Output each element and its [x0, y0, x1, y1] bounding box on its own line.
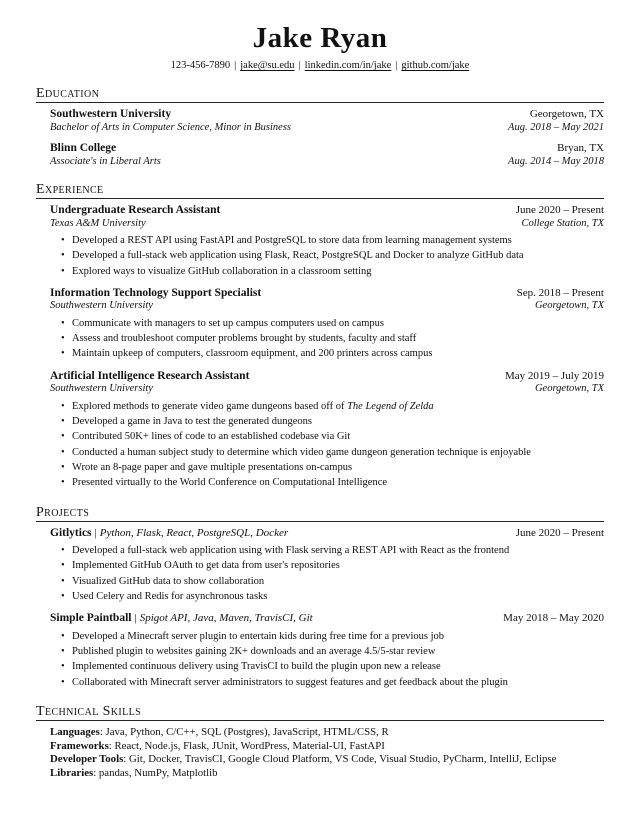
linkedin-link[interactable]: linkedin.com/in/jake	[304, 60, 392, 71]
job-dates: Sep. 2018 – Present	[516, 286, 604, 299]
section-title-technical-skills: Technical Skills	[36, 704, 604, 721]
school-location: Bryan, TX	[557, 142, 604, 154]
bullet-item: • Contributed 50K+ lines of code to an established codebase via Git	[72, 429, 604, 444]
job-location: College Station, TX	[521, 217, 604, 229]
skills-label: Frameworks	[50, 739, 109, 752]
job-location: Georgetown, TX	[534, 383, 604, 395]
job-location: Georgetown, TX	[534, 300, 604, 312]
job-title: Undergraduate Research Assistant	[50, 204, 221, 216]
bullet-item: • Developed a full-stack web application using with Flask serving a REST API with React as the frontend	[72, 543, 604, 558]
education-entry	[50, 142, 604, 168]
education-dates: Aug. 2014 – May 2018	[508, 155, 604, 167]
bullet-item: • Visualized GitHub data to show collaboration	[72, 574, 604, 589]
bullet-list	[50, 399, 604, 491]
bullet-item: • Developed a full-stack web application using Flask, React, PostgreSQL and Docker to analyze GitHub data	[72, 248, 604, 263]
education-entry	[50, 108, 604, 134]
skills-label: Languages	[50, 725, 100, 738]
bullet-item: • Implemented continuous delivery using TravisCI to build the plugin upon new a release	[72, 659, 604, 674]
bullet-item: • Published plugin to websites gaining 2K+ downloads and an average 4.5/5-star review	[72, 644, 604, 659]
bullet-item: • Collaborated with Minecraft server administrators to suggest features and get feedback about the plugin	[72, 675, 604, 690]
bullet-item: • Explored methods to generate video game dungeons based off of The Legend of Zelda	[72, 399, 604, 414]
section-title-education: Education	[36, 86, 604, 103]
resume-header	[36, 23, 604, 72]
project-tech-list: Spigot API, Java, Maven, TravisCI, Git	[139, 612, 313, 625]
bullet-item: • Communicate with managers to set up campus computers used on campus	[72, 316, 604, 331]
project-dates: May 2018 – May 2020	[503, 612, 604, 625]
experience-entry	[50, 287, 604, 362]
job-dates: June 2020 – Present	[515, 204, 604, 216]
skills-line	[50, 767, 604, 781]
contact-separator: |	[234, 60, 237, 71]
experience-entry	[50, 204, 604, 279]
bullet-item: • Conducted a human subject study to determine which video game dungeon generation technique is enjoyable	[72, 445, 604, 460]
section-title-projects: Projects	[36, 505, 604, 522]
bullet-item: • Used Celery and Redis for asynchronous tasks	[72, 589, 604, 604]
job-title: Information Technology Support Specialist	[50, 286, 262, 299]
school-name: Southwestern University	[50, 108, 172, 120]
bullet-item: • Implemented GitHub OAuth to get data from user's repositories	[72, 558, 604, 573]
section-technical-skills	[36, 704, 604, 780]
bullet-item: • Developed a game in Java to test the generated dungeons	[72, 414, 604, 429]
project-name: Simple Paintball	[50, 612, 132, 625]
section-title-experience: Experience	[36, 182, 604, 199]
skills-label: Libraries	[50, 766, 94, 779]
bullet-item: • Explored ways to visualize GitHub collaboration in a classroom setting	[72, 264, 604, 279]
project-title-line	[50, 612, 313, 624]
phone-number: 123-456-7890	[170, 60, 231, 71]
skills-line	[50, 753, 604, 767]
project-name: Gitlytics	[50, 526, 92, 539]
skills-values: : Git, Docker, TravisCI, Google Cloud Platform, VS Code, Visual Studio, PyCharm, IntelliJ, Eclipse	[123, 753, 557, 766]
bullet-list	[50, 233, 604, 279]
job-title: Artificial Intelligence Research Assistant	[50, 369, 250, 382]
education-dates: Aug. 2018 – May 2021	[508, 121, 604, 133]
project-tech-list: Python, Flask, React, PostgreSQL, Docker	[99, 526, 289, 539]
skills-values: : pandas, NumPy, Matplotlib	[93, 766, 218, 779]
skills-values: : React, Node.js, Flask, JUnit, WordPress, Material-UI, FastAPI	[108, 739, 385, 752]
bullet-item: • Wrote an 8-page paper and gave multiple presentations on-campus	[72, 460, 604, 475]
section-projects	[36, 505, 604, 690]
school-name: Blinn College	[50, 142, 117, 154]
project-separator: |	[94, 526, 97, 539]
skills-label: Developer Tools	[50, 753, 124, 766]
skills-line	[50, 726, 604, 740]
job-dates: May 2019 – July 2019	[505, 369, 604, 382]
bullet-item: • Maintain upkeep of computers, classroom equipment, and 200 printers across campus	[72, 346, 604, 361]
person-name: Jake Ryan	[252, 22, 388, 54]
bullet-list	[50, 629, 604, 690]
bullet-list	[50, 316, 604, 362]
skills-values: : Java, Python, C/C++, SQL (Postgres), JavaScript, HTML/CSS, R	[99, 725, 389, 738]
contact-line	[36, 59, 604, 72]
project-dates: June 2020 – Present	[515, 526, 604, 539]
experience-entry	[50, 370, 604, 491]
contact-separator: |	[395, 60, 398, 71]
project-entry	[50, 527, 604, 605]
bullet-list	[50, 543, 604, 604]
employer: Southwestern University	[50, 300, 153, 312]
project-title-line	[50, 527, 288, 539]
github-link[interactable]: github.com/jake	[401, 60, 470, 71]
bullet-item: • Presented virtually to the World Conference on Computational Intelligence	[72, 475, 604, 490]
bullet-item: • Assess and troubleshoot computer problems brought by students, faculty and staff	[72, 331, 604, 346]
project-entry	[50, 612, 604, 690]
degree: Bachelor of Arts in Computer Science, Minor in Business	[50, 121, 291, 133]
employer: Southwestern University	[50, 383, 153, 395]
section-education	[36, 86, 604, 168]
contact-separator: |	[298, 60, 301, 71]
bullet-item: • Developed a REST API using FastAPI and PostgreSQL to store data from learning management systems	[72, 233, 604, 248]
section-experience	[36, 182, 604, 491]
employer: Texas A&M University	[50, 217, 146, 229]
email-link[interactable]: jake@su.edu	[240, 60, 295, 71]
skills-line	[50, 740, 604, 754]
project-separator: |	[134, 612, 137, 625]
degree: Associate's in Liberal Arts	[50, 155, 161, 167]
school-location: Georgetown, TX	[529, 108, 604, 120]
bullet-item: • Developed a Minecraft server plugin to entertain kids during free time for a previous job	[72, 629, 604, 644]
